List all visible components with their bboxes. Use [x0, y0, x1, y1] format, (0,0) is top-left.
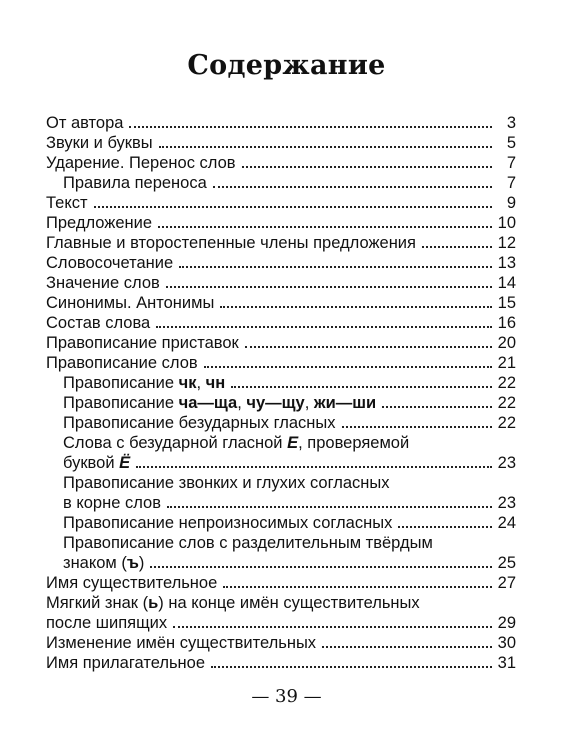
dot-leader — [136, 466, 492, 468]
toc-entry-title: Слова с безударной гласной Е, проверяемой — [63, 434, 410, 452]
toc-page-number: 9 — [506, 194, 516, 212]
toc-line — [46, 373, 516, 393]
toc-page-number: 30 — [497, 634, 516, 652]
toc-page-number: 20 — [497, 334, 516, 352]
toc-line — [46, 193, 516, 213]
toc-entry-title: Имя существительное — [46, 574, 218, 592]
toc-line — [46, 413, 516, 433]
toc-page-number: 12 — [497, 234, 516, 252]
dot-leader — [166, 286, 492, 288]
toc-page-number: 5 — [506, 134, 516, 152]
dot-leader — [242, 166, 492, 168]
toc-line — [46, 114, 516, 133]
dot-leader — [94, 206, 492, 208]
dot-leader — [179, 266, 491, 268]
dot-leader — [211, 666, 492, 668]
toc-line — [46, 633, 516, 653]
toc-page-number: 14 — [497, 274, 516, 292]
toc-line — [46, 573, 516, 593]
toc-page-number: 23 — [497, 454, 516, 472]
page-title: Содержание — [187, 50, 386, 81]
dot-leader — [159, 146, 492, 148]
toc-entry-title: Правописание чк, чн — [63, 374, 226, 392]
toc-entry — [46, 353, 516, 373]
toc-entry-title: Правописание ча—ща, чу—щу, жи—ши — [63, 394, 377, 412]
toc-entry — [46, 653, 516, 673]
table-of-contents — [46, 114, 516, 673]
toc-page-number: 24 — [497, 514, 516, 532]
toc-entry — [46, 473, 516, 513]
toc-entry-title: Состав слова — [46, 314, 151, 332]
dot-leader — [231, 386, 491, 388]
toc-page-number: 23 — [497, 494, 516, 512]
dot-leader — [220, 306, 491, 308]
toc-entry — [46, 633, 516, 653]
dot-leader — [158, 226, 492, 228]
toc-page-number: 27 — [497, 574, 516, 592]
toc-line — [46, 133, 516, 153]
toc-entry — [46, 213, 516, 233]
dot-leader — [223, 586, 491, 588]
toc-entry — [46, 433, 516, 473]
dot-leader — [245, 346, 492, 348]
dot-leader — [150, 566, 491, 568]
toc-entry — [46, 413, 516, 433]
toc-page-number: 25 — [497, 554, 516, 572]
toc-entry — [46, 533, 516, 573]
toc-line — [46, 593, 516, 613]
toc-line — [46, 273, 516, 293]
dot-leader — [156, 326, 491, 328]
toc-entry-title: От автора — [46, 114, 124, 132]
dot-leader — [167, 506, 492, 508]
page-number: — 39 — — [251, 686, 322, 707]
toc-entry-title: Мягкий знак (ь) на конце имён существительных — [46, 594, 420, 612]
toc-line — [46, 213, 516, 233]
toc-line — [46, 153, 516, 173]
toc-line — [46, 433, 516, 453]
toc-entry-title: знаком (ъ) — [63, 554, 145, 572]
toc-entry-title: Синонимы. Антонимы — [46, 294, 215, 312]
toc-line — [46, 453, 516, 473]
toc-line — [46, 173, 516, 193]
toc-entry — [46, 153, 516, 173]
toc-entry-title: Значение слов — [46, 274, 160, 292]
toc-page-number: 29 — [497, 614, 516, 632]
dot-leader — [342, 426, 492, 428]
toc-page-number: 7 — [506, 154, 516, 172]
toc-page-number: 21 — [497, 354, 516, 372]
toc-entry-title: Правописание звонких и глухих согласных — [63, 474, 390, 492]
toc-line — [46, 653, 516, 673]
toc-entry — [46, 193, 516, 213]
toc-page-number: 22 — [497, 414, 516, 432]
toc-entry — [46, 133, 516, 153]
toc-entry-title: Изменение имён существительных — [46, 634, 317, 652]
dot-leader — [382, 406, 491, 408]
toc-entry-title: Правила переноса — [63, 174, 207, 192]
toc-line — [46, 473, 516, 493]
toc-entry — [46, 114, 516, 133]
toc-line — [46, 533, 516, 553]
toc-entry — [46, 313, 516, 333]
toc-entry-title: Предложение — [46, 214, 153, 232]
toc-line — [46, 293, 516, 313]
toc-entry — [46, 273, 516, 293]
toc-entry-title: Имя прилагательное — [46, 654, 206, 672]
toc-page-number: 31 — [497, 654, 516, 672]
toc-page-number: 22 — [497, 374, 516, 392]
toc-page-number: 3 — [506, 114, 516, 132]
toc-entry — [46, 513, 516, 533]
dot-leader — [398, 526, 491, 528]
toc-entry — [46, 333, 516, 353]
toc-entry — [46, 253, 516, 273]
dot-leader — [213, 186, 492, 188]
toc-entry — [46, 373, 516, 393]
toc-page-number: 7 — [506, 174, 516, 192]
toc-entry-title: Правописание непроизносимых согласных — [63, 514, 393, 532]
toc-entry-title: Текст — [46, 194, 88, 212]
toc-page-number: 16 — [497, 314, 516, 332]
toc-page-number: 22 — [497, 394, 516, 412]
dot-leader — [173, 626, 492, 628]
dot-leader — [322, 646, 492, 648]
toc-line — [46, 493, 516, 513]
toc-entry — [46, 593, 516, 633]
toc-entry-title: Главные и второстепенные члены предложения — [46, 234, 416, 252]
toc-line — [46, 333, 516, 353]
toc-entry-title: в корне слов — [63, 494, 161, 512]
toc-entry-title: Звуки и буквы — [46, 134, 153, 152]
toc-entry-title: Правописание слов с разделительным твёрдым — [63, 534, 433, 552]
toc-entry-title: после шипящих — [46, 614, 168, 632]
toc-entry — [46, 393, 516, 413]
toc-entry-title: Правописание безударных гласных — [63, 414, 336, 432]
toc-line — [46, 513, 516, 533]
toc-entry-title: Ударение. Перенос слов — [46, 154, 236, 172]
dot-leader — [422, 246, 492, 248]
toc-page-number: 13 — [497, 254, 516, 272]
toc-line — [46, 313, 516, 333]
dot-leader — [204, 366, 492, 368]
toc-line — [46, 253, 516, 273]
toc-page-number: 15 — [497, 294, 516, 312]
toc-line — [46, 613, 516, 633]
toc-line — [46, 553, 516, 573]
toc-entry — [46, 233, 516, 253]
toc-page-number: 10 — [497, 214, 516, 232]
toc-line — [46, 233, 516, 253]
toc-entry-title: Словосочетание — [46, 254, 174, 272]
toc-entry-title: буквой Ё — [63, 454, 131, 472]
toc-entry — [46, 173, 516, 193]
dot-leader — [129, 126, 492, 128]
toc-entry-title: Правописание слов — [46, 354, 198, 372]
toc-entry — [46, 293, 516, 313]
toc-line — [46, 393, 516, 413]
toc-entry-title: Правописание приставок — [46, 334, 239, 352]
toc-line — [46, 353, 516, 373]
toc-entry — [46, 573, 516, 593]
